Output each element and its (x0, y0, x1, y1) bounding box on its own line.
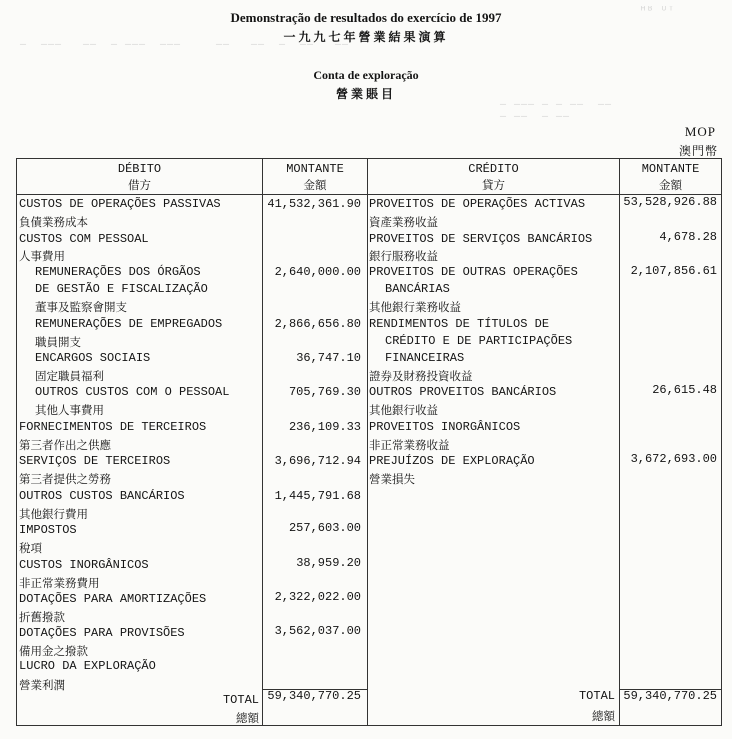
debit-item-label-chinese: 稅項 (19, 541, 42, 555)
section-title-chinese: 營業賬目 (335, 87, 396, 101)
credit-item-amount: 26,615.48 (652, 383, 717, 397)
debit-item-label: OUTROS CUSTOS BANCÁRIOS (19, 489, 185, 503)
debit-item-amount: 36,747.10 (296, 351, 361, 365)
debit-item-label: LUCRO DA EXPLORAÇÃO (19, 659, 156, 673)
debit-item-amount: 257,603.00 (288, 521, 361, 535)
debit-item-label-chinese: 第三者作出之供應 (19, 438, 111, 452)
debit-item-label-chinese: 固定職員福利 (35, 369, 104, 383)
debit-item-label-chinese: 非正常業務費用 (19, 576, 100, 590)
debit-total-label-chinese: 總額 (236, 711, 259, 725)
credit-item-label-chinese: 銀行服務收益 (369, 249, 438, 263)
debit-item-label: DOTAÇÕES PARA AMORTIZAÇÕES (19, 592, 207, 606)
debit-item-label: OUTROS CUSTOS COM O PESSOAL (35, 385, 230, 399)
credit-item-label-chinese: 營業損失 (369, 472, 415, 486)
credit-item-label: PREJUÍZOS DE EXPLORAÇÃO (369, 454, 535, 468)
debit-item-label: FORNECIMENTOS DE TERCEIROS (19, 420, 207, 434)
debit-item-label-chinese: 其他人事費用 (35, 403, 104, 417)
debit-item-label: ENCARGOS SOCIAIS (35, 351, 151, 365)
credit-item-label: PROVEITOS DE OUTRAS OPERAÇÕES (369, 265, 578, 279)
debit-amount-column-header: MONTANTE 金額 (286, 162, 344, 192)
debit-item-label-chinese: 其他銀行費用 (19, 507, 88, 521)
credit-item-label-continued: BANCÁRIAS (385, 282, 450, 296)
credit-item-amount: 2,107,856.61 (630, 264, 717, 278)
credit-total-label: TOTAL (578, 689, 615, 703)
credit-item-label: OUTROS PROVEITOS BANCÁRIOS (369, 385, 557, 399)
credit-item-label-chinese: 非正常業務收益 (369, 438, 450, 452)
debit-item-label-chinese: 第三者提供之勞務 (19, 472, 111, 486)
debit-item-amount: 2,640,000.00 (274, 265, 361, 279)
credit-item-amount: 4,678.28 (659, 230, 717, 244)
debit-item-label: CUSTOS DE OPERAÇÕES PASSIVAS (19, 197, 221, 211)
debit-item-label: REMUNERAÇÕES DOS ÓRGÃOS (35, 265, 201, 279)
credit-item-label-chinese: 資產業務收益 (369, 215, 438, 229)
debit-item-label: CUSTOS INORGÂNICOS (19, 558, 149, 572)
debit-item-label: IMPOSTOS (19, 523, 77, 537)
debit-total-label: TOTAL (222, 693, 259, 707)
debit-item-label-chinese: 備用金之撥款 (19, 644, 88, 658)
credit-item-label-chinese: 證券及財務投資收益 (369, 369, 473, 383)
currency-label-chinese: 澳門幣 (678, 144, 718, 158)
debit-item-label-chinese: 董事及監察會開支 (35, 300, 127, 314)
debit-item-amount: 2,866,656.80 (274, 317, 361, 331)
credit-column-header: CRÉDITO 貸方 (468, 162, 519, 192)
debit-item-label-chinese: 負債業務成本 (19, 215, 88, 229)
credit-item-label: PROVEITOS DE SERVIÇOS BANCÁRIOS (369, 232, 593, 246)
debit-item-amount: 236,109.33 (288, 420, 361, 434)
credit-item-label-chinese: 其他銀行收益 (369, 403, 438, 417)
credit-item-label-continued: CRÉDITO E DE PARTICIPAÇÕES (385, 334, 573, 348)
debit-item-amount: 705,769.30 (288, 385, 361, 399)
debit-item-label: REMUNERAÇÕES DE EMPREGADOS (35, 317, 223, 331)
debit-item-amount: 3,562,037.00 (274, 624, 361, 638)
debit-column-header: DÉBITO 借方 (117, 162, 162, 192)
debit-item-label: SERVIÇOS DE TERCEIROS (19, 454, 171, 468)
debit-item-label: CUSTOS COM PESSOAL (19, 232, 149, 246)
debit-item-label-chinese: 折舊撥款 (19, 610, 65, 624)
debit-item-amount: 41,532,361.90 (267, 197, 361, 211)
credit-item-label: PROVEITOS DE OPERAÇÕES ACTIVAS (369, 197, 586, 211)
document-title-chinese: 一九九七年營業結果演算 (283, 30, 449, 44)
section-title: Conta de exploração (313, 68, 419, 82)
debit-item-amount: 1,445,791.68 (274, 489, 361, 503)
debit-item-amount: 2,322,022.00 (274, 590, 361, 604)
document-title: Demonstração de resultados do exercício de 1997 (230, 10, 502, 25)
credit-item-label: PROVEITOS INORGÂNICOS (369, 420, 521, 434)
income-statement-table (16, 158, 722, 726)
credit-total-amount: 59,340,770.25 (623, 689, 717, 703)
debit-item-label-chinese: 職員開支 (35, 335, 81, 349)
debit-item-label: DOTAÇÕES PARA PROVISÕES (19, 626, 185, 640)
credit-amount-column-header: MONTANTE 金額 (641, 162, 700, 192)
credit-item-amount: 3,672,693.00 (630, 452, 717, 466)
debit-item-amount: 38,959.20 (296, 556, 361, 570)
debit-item-label-chinese: 人事費用 (19, 249, 65, 263)
debit-total-amount: 59,340,770.25 (267, 689, 361, 703)
credit-item-label-chinese: 其他銀行業務收益 (369, 300, 461, 314)
debit-item-label-continued: DE GESTÃO E FISCALIZAÇÃO (35, 282, 208, 296)
debit-item-label-chinese: 營業利潤 (19, 678, 65, 692)
debit-item-amount: 3,696,712.94 (274, 454, 361, 468)
currency-label: MOP (684, 124, 716, 139)
credit-item-label: RENDIMENTOS DE TÍTULOS DE (369, 317, 550, 331)
credit-item-amount: 53,528,926.88 (623, 195, 717, 209)
credit-item-label-continued: FINANCEIRAS (385, 351, 465, 365)
credit-total-label-chinese: 總額 (592, 709, 615, 723)
